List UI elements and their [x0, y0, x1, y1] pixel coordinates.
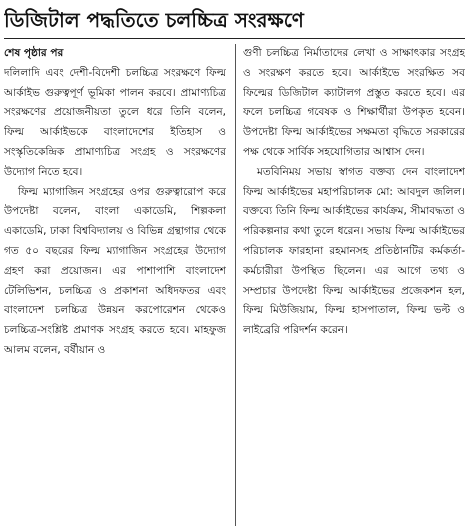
right-column — [243, 44, 465, 528]
left-column — [4, 44, 226, 528]
article-paragraph: মতবিনিময় সভায় স্বাগত বক্তব্য দেন বাংলাদেশ ফিল্ম আর্কাইভের মহাপরিচালক মো: আবদুল জলিল। বক্তব্যে তিনি ফিল্ম আর্কাইভের কার্যক্রম, সীমাবদ্ধতা ও পরিকল্পনার কথা তুলে ধরেন। সভায় ফিল্ম আর্কাইভের পরিচালক ফারহানা রহমানসহ প্রতিষ্ঠানটির কর্মকর্তা-কর্মচারীরা উপস্থিত ছিলেন। এর আগে তথ্য ও সম্প্রচার উপদেষ্টা ফিল্ম আর্কাইভের প্রজেকশন হল, ফিল্ম মিউজিয়াম, ফিল্ম হাসপাতাল, ফিল্ম ভল্ট ও লাইব্রেরি পরিদর্শন করেন। — [243, 165, 465, 337]
headline-rule — [4, 38, 465, 39]
article-paragraph: ফিল্ম ম্যাগাজিন সংগ্রহের ওপর গুরুত্বারোপ করে উপদেষ্টা বলেন, বাংলা একাডেমি, শিল্পকলা একাডেমি, ঢাকা বিশ্ববিদ্যালয় ও বিভিন্ন গ্রন্থাগার থেকে গত ৫০ বছরের ফিল্ম ম্যাগাজিন সংগ্রহের উদ্যোগ গ্রহণ করা প্রয়োজন। এর পাশাপাশি বাংলাদেশ টেলিভিশন, চলচ্চিত্র ও প্রকাশনা অধিদফতর এবং বাংলাদেশ চলচ্চিত্র উন্নয়ন করপোরেশন থেকেও চলচ্চিত্র-সংশ্লিষ্ট প্রমাণক সংগ্রহ করতে হবে। মাহফুজ আলম বলেন, বর্ষীয়ান ও — [4, 185, 226, 356]
headline: ডিজিটাল পদ্ধতিতে চলচ্চিত্র সংরক্ষণে — [4, 8, 304, 32]
article-paragraph: গুণী চলচ্চিত্র নির্মাতাদের লেখা ও সাক্ষাৎকার সংগ্রহ ও সংরক্ষণ করতে হবে। আর্কাইভে সংরক্ষিত সব ফিল্মের ডিজিটাল ক্যাটালগ প্রস্তুত করতে হবে। এর ফলে চলচ্চিত্র গবেষক ও শিক্ষার্থীরা উপকৃত হবেন। উপদেষ্টা ফিল্ম আর্কাইভের সক্ষমতা বৃদ্ধিতে সরকারের পক্ষ থেকে সার্বিক সহযোগিতার আশ্বাস দেন। — [243, 47, 465, 158]
article-paragraph: দলিলাদি এবং দেশী-বিদেশী চলচ্চিত্র সংরক্ষণে ফিল্ম আর্কাইভ গুরুত্বপূর্ণ ভূমিকা পালন করবে। প্রামাণ্যচিত্র সংরক্ষণের প্রয়োজনীয়তা তুলে ধরে তিনি বলেন, ফিল্ম আর্কাইভকে বাংলাদেশের ইতিহাস ও সংস্কৃতিকেন্দ্রিক প্রামাণ্যচিত্র সংগ্রহ ও সংরক্ষণের উদ্যোগ নিতে হবে। — [4, 66, 226, 178]
column-divider — [235, 44, 236, 526]
continuation-kicker: শেষ পৃষ্ঠার পর — [4, 47, 64, 59]
